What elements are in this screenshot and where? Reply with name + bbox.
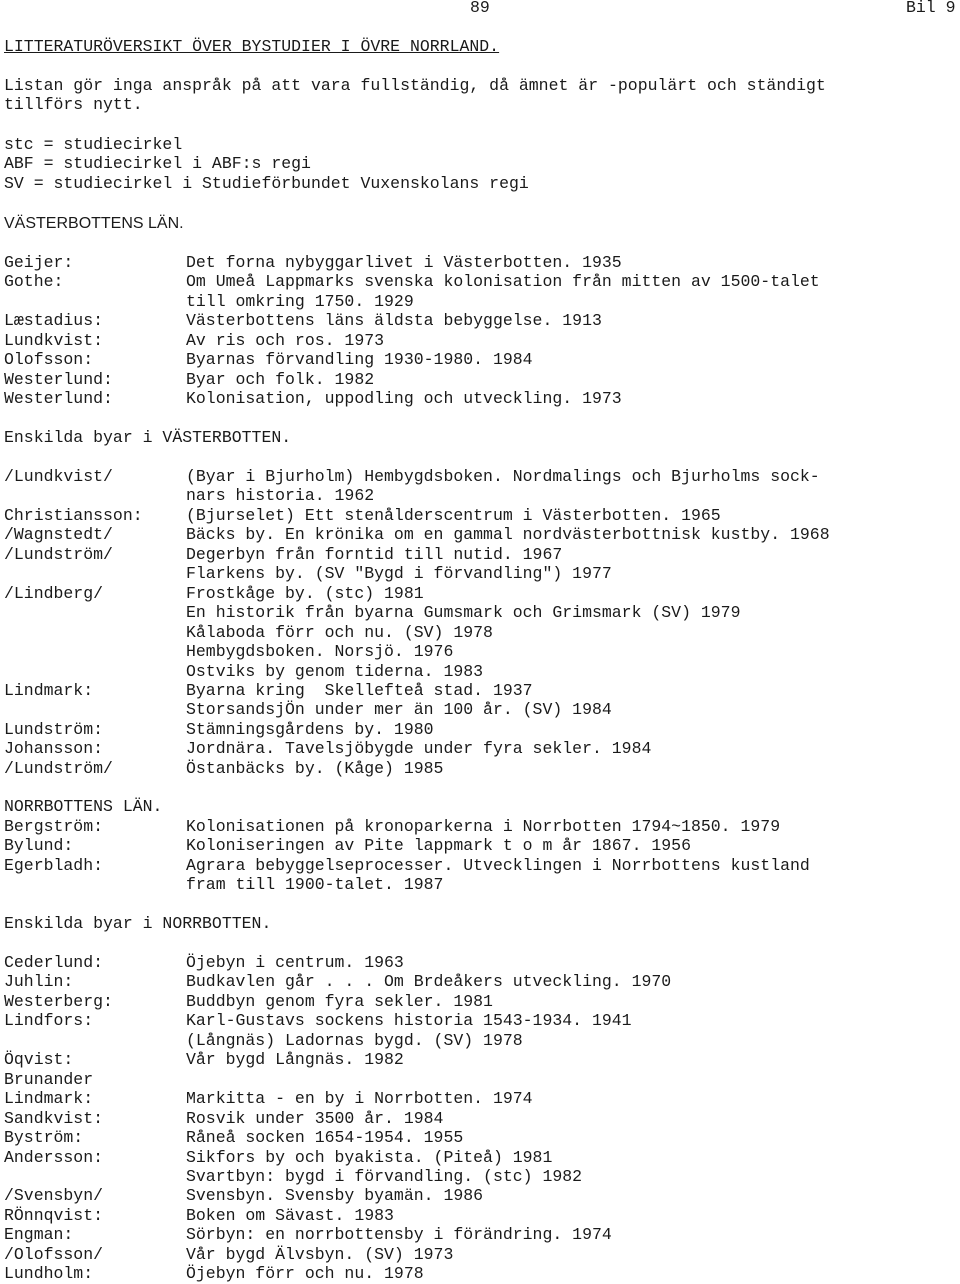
entry-author: /Svensbyn/ — [4, 1186, 104, 1206]
entry-title: Flarkens by. (SV "Bygd i förvandling") 1977 — [186, 564, 612, 584]
entry-title: Det forna nybyggarlivet i Västerbotten. 1935 — [186, 253, 622, 272]
entry-author: Olofsson: — [4, 350, 94, 370]
entry-author: /Lundström/ — [4, 758, 113, 778]
entry-title: Kålaboda förr och nu. (SV) 1978 — [186, 622, 493, 642]
entry-author: Westerberg: — [4, 991, 113, 1011]
entry-title: Sikfors by och byakista. (Piteå) 1981 — [186, 1147, 553, 1167]
entry-title: Byarnas förvandling 1930-1980. 1984 — [186, 350, 533, 370]
entry-author: Gothe: — [4, 272, 64, 292]
entry-author: Læstadius: — [4, 311, 104, 331]
entry-title: (Långnäs) Ladornas bygd. (SV) 1978 — [186, 1030, 523, 1050]
entry-title: Svensbyn. Svensby byamän. 1986 — [186, 1186, 484, 1206]
entry-title: Byar och folk. 1982 — [186, 369, 375, 389]
entry-author: Bergström: — [4, 817, 104, 836]
section-heading-vasterbottens-lan: VÄSTERBOTTENS LÄN. — [4, 215, 184, 232]
entry-author: Egerbladh: — [4, 855, 104, 875]
entry-author: Lundkvist: — [4, 330, 104, 350]
intro-text: Listan gör inga anspråk på att vara fullständig, då ämnet är -populärt och ständigt tillförs nytt. — [4, 76, 826, 114]
entry-author: Bylund: — [4, 836, 74, 856]
entry-author: Andersson: — [4, 1147, 104, 1167]
entry-title: Av ris och ros. 1973 — [186, 330, 385, 350]
entry-author: Westerlund: — [4, 369, 113, 389]
entry-title: Budkavlen går . . . Om Brdeåkers utveckling. 1970 — [186, 972, 672, 992]
entry-author: /Wagnstedt/ — [4, 525, 113, 545]
section-heading-enskilda-vasterbotten: Enskilda byar i VÄSTERBOTTEN. — [4, 428, 292, 447]
entry-author: Christiansson: — [4, 505, 143, 525]
entry-author: Lundholm: — [4, 1264, 94, 1284]
entry-title: (Byar i Bjurholm) Hembygdsboken. Nordmalings och Bjurholms sock- nars historia. 1962 — [186, 467, 820, 506]
entry-title: Frostkåge by. (stc) 1981 — [186, 583, 424, 603]
entry-title: Jordnära. Tavelsjöbygde under fyra sekler. 1984 — [186, 739, 652, 759]
entry-title: Stämningsgårdens by. 1980 — [186, 719, 434, 739]
entry-title: Hembygdsboken. Norsjö. 1976 — [186, 642, 454, 662]
entry-title: (Bjurselet) Ett stenålderscentrum i Västerbotten. 1965 — [186, 505, 721, 525]
entry-author: RÖnnqvist: — [4, 1205, 104, 1225]
entry-title: Ostviks by genom tiderna. 1983 — [186, 661, 484, 681]
entry-title: Rosvik under 3500 år. 1984 — [186, 1108, 444, 1128]
entry-author: Byström: — [4, 1128, 84, 1148]
entry-author: Lundström: — [4, 719, 104, 739]
entry-title: Degerbyn från forntid till nutid. 1967 — [186, 544, 563, 564]
entry-title: Svartbyn: bygd i förvandling. (stc) 1982 — [186, 1166, 583, 1186]
entry-title: Östanbäcks by. (Kåge) 1985 — [186, 758, 444, 778]
section-heading-norrbottens-lan: NORRBOTTENS LÄN. — [4, 797, 163, 816]
entry-author: Geijer: — [4, 253, 74, 272]
entry-title: Karl-Gustavs sockens historia 1543-1934. 1941 — [186, 1011, 632, 1031]
page-title: LITTERATURÖVERSIKT ÖVER BYSTUDIER I ÖVRE NORRLAND. — [4, 37, 500, 56]
entry-title: Vår bygd Långnäs. 1982 — [186, 1050, 404, 1070]
entry-author: /Lundström/ — [4, 544, 113, 564]
entry-title: Om Umeå Lappmarks svenska kolonisation från mitten av 1500-talet till omkring 1750. 1929 — [186, 272, 820, 311]
section-heading-enskilda-norrbotten: Enskilda byar i NORRBOTTEN. — [4, 914, 272, 933]
entry-author: Brunander — [4, 1069, 94, 1089]
entry-author: Sandkvist: — [4, 1108, 104, 1128]
entry-author: Cederlund: — [4, 953, 104, 972]
entry-author: Juhlin: — [4, 972, 74, 992]
entry-title: Kolonisationen på kronoparkerna i Norrbotten 1794~1850. 1979 — [186, 817, 781, 836]
entry-title: Agrara bebyggelseprocesser. Utvecklingen i Norrbottens kustland fram till 1900-talet. 1987 — [186, 855, 810, 895]
entry-title: Kolonisation, uppodling och utveckling. 1973 — [186, 389, 622, 409]
entry-author: Lindmark: — [4, 1089, 94, 1109]
page-number: 89 — [470, 0, 490, 17]
entry-author: Lindmark: — [4, 680, 94, 700]
entry-author: /Lindberg/ — [4, 583, 104, 603]
entry-title: Öjebyn i centrum. 1963 — [186, 953, 404, 972]
abbreviation-abf: ABF = studiecirkel i ABF:s regi — [4, 154, 311, 173]
entry-title: Västerbottens läns äldsta bebyggelse. 1913 — [186, 311, 602, 331]
entry-title: Öjebyn förr och nu. 1978 — [186, 1264, 424, 1284]
entry-title: En historik från byarna Gumsmark och Grimsmark (SV) 1979 — [186, 603, 741, 623]
entry-title: Sörbyn: en norrbottensby i förändring. 1974 — [186, 1225, 612, 1245]
appendix-label: Bil 9 — [906, 0, 956, 17]
entry-author: Öqvist: — [4, 1050, 74, 1070]
abbreviation-stc: stc = studiecirkel — [4, 135, 183, 154]
entry-title: StorsandsjÖn under mer än 100 år. (SV) 1984 — [186, 700, 612, 720]
entry-title: Bäcks by. En krönika om en gammal nordvästerbottnisk kustby. 1968 — [186, 525, 830, 545]
entry-title: Byarna kring Skellefteå stad. 1937 — [186, 680, 533, 700]
entry-author: Engman: — [4, 1225, 74, 1245]
entry-title: Koloniseringen av Pite lappmark t o m år 1867. 1956 — [186, 836, 691, 856]
entry-author: Johansson: — [4, 739, 104, 759]
entry-author: Lindfors: — [4, 1011, 94, 1031]
entry-title: Buddbyn genom fyra sekler. 1981 — [186, 991, 493, 1011]
entry-title: Råneå socken 1654-1954. 1955 — [186, 1128, 464, 1148]
entry-author: /Olofsson/ — [4, 1244, 104, 1264]
entry-title: Boken om Sävast. 1983 — [186, 1205, 394, 1225]
abbreviation-sv: SV = studiecirkel i Studieförbundet Vuxenskolans regi — [4, 174, 529, 193]
entry-author: Westerlund: — [4, 389, 113, 409]
entry-title: Markitta - en by i Norrbotten. 1974 — [186, 1089, 533, 1109]
entry-author: /Lundkvist/ — [4, 467, 113, 486]
entry-title: Vår bygd Älvsbyn. (SV) 1973 — [186, 1244, 454, 1264]
